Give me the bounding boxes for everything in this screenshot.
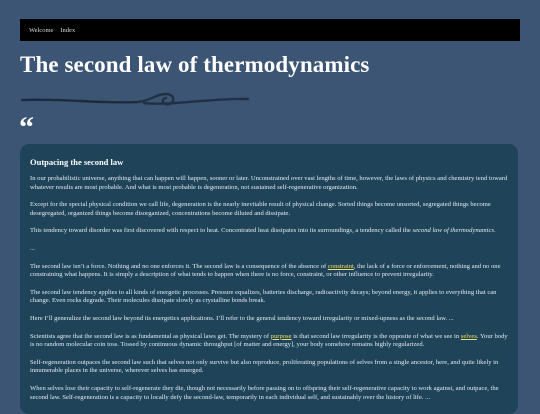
- top-nav-bar: [20, 19, 520, 41]
- article-heading: Outpacing the second law: [30, 157, 124, 167]
- paragraph-4: The second law isn’t a force. Nothing and no one enforces it. The second law is a consequence of the absence of constraint, the lack of a force or enforcement, nothing and no one constraining what happens. It is simply a description of what tends to happen when there is no force, constraint, or other influence to prevent irregularity.: [30, 262, 501, 279]
- quote-mark-icon: “: [19, 111, 34, 144]
- paragraph-9: When selves lose their capacity to self-regenerate they die, though not necessarily before passing on to offspring their self-regenerative capacity to work against, and outpace, the second law. Self-regeneration is a capacity to locally defy the second-law, temporarily in each individual self, and sustainably over the history of life. ...: [30, 384, 499, 401]
- flourish-divider-icon: [20, 86, 250, 112]
- emphasis-second-law: second law of thermodynamics: [412, 227, 495, 235]
- ellipsis: ...: [30, 244, 35, 252]
- nav-link-welcome[interactable]: Welcome: [29, 26, 54, 34]
- link-selves[interactable]: selves: [460, 332, 477, 340]
- paragraph-5: The second law tendency applies to all kinds of energetic processes. Pressure equalizes, batteries discharge, radioactivity decays; beyond energy, it applies to everything that can change. Even rocks degrade. Their molecules dissipate slowly as crystalline bonds break.: [30, 288, 497, 305]
- paragraph-6: Here I’ll generalize the second law beyond its energetics applications. I’ll refer to the general tendency toward irregularity or mixed-upness as the second law. ...: [30, 314, 454, 322]
- link-constraint[interactable]: constraint: [327, 262, 354, 270]
- nav-link-index[interactable]: Index: [60, 26, 76, 34]
- paragraph-7: Scientists agree that the second law is as fundamental as physical laws get. The mystery of purpose is that second law irregularity is the opposite of what we see in selves. Your body is no random molecular coin toss. Tossed by continuous dynamic throughput [of matter and energy], your body somehow remains highly regularized.: [30, 332, 508, 349]
- paragraph-1: In our probabilistic universe, anything that can happen will happen, sooner or later. Unconstrained over vast lengths of time, however, the laws of physics and chemistry tend toward whatever results are most probable. And what is most probable is degeneration, not sustained self-regenerative organization.: [30, 175, 508, 191]
- article-card: [20, 144, 518, 414]
- page-title: The second law of thermodynamics: [20, 52, 370, 77]
- paragraph-8: Self-regeneration outpaces the second law such that selves not only survive but also reproduce, proliferating populations of selves from a single ancestor, here, and quite likely in innumerable places in the universe, wherever selves has emerged.: [30, 358, 499, 375]
- paragraph-3: This tendency toward disorder was first discovered with respect to heat. Concentrated heat dissipates into its surroundings, a tendency called the second law of thermodynamics.: [30, 227, 496, 235]
- paragraph-2: Except for the special physical condition we call life, degeneration is the nearly inevitable result of physical change. Sorted things become unsorted, segregated things become desegregated, organized things become disorganized, concentrations become diluted and dissipate.: [30, 201, 491, 217]
- link-purpose[interactable]: purpose: [270, 332, 292, 340]
